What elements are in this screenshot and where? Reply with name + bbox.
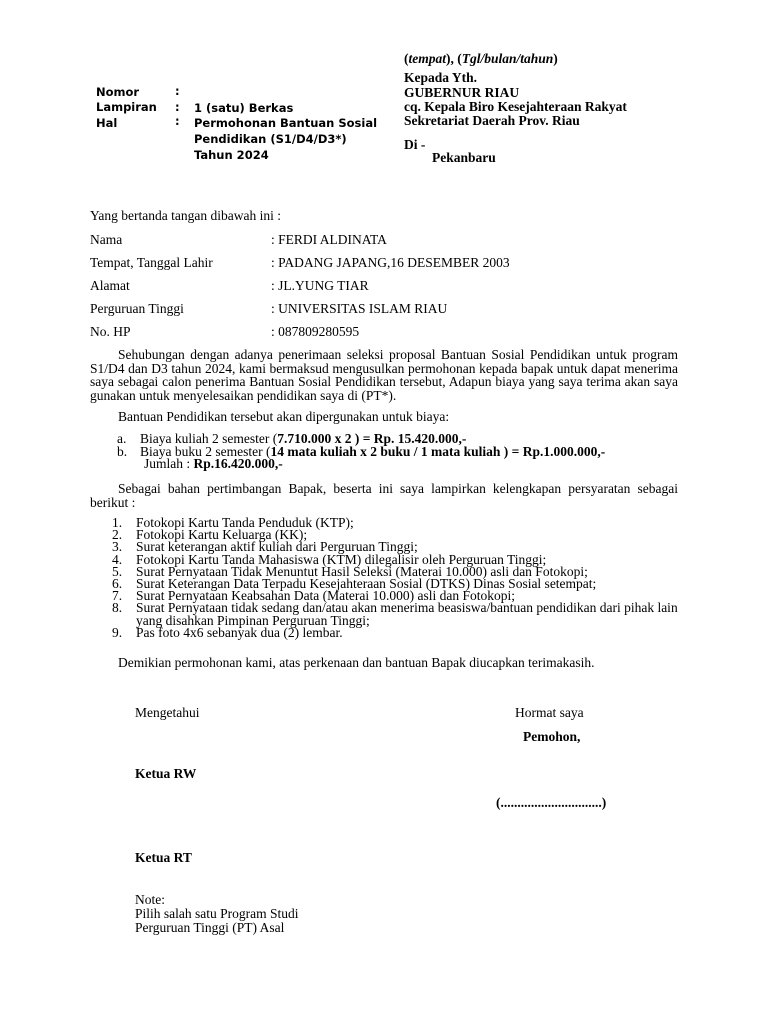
list-text: Pas foto 4x6 sebanyak dua (2) lembar. [136, 624, 343, 640]
identity-label: Nama [90, 232, 123, 247]
body-paragraph-1: Sehubungan dengan adanya penerimaan seleksi proposal Bantuan Sosial Pendidikan untuk program S1/D4 dan D3 tahun 2024, kami bermaksud mengusulkan permohonan kepada bapak untuk dapat menerima saya sebagai calon penerima Bantuan Sosial Pendidikan tersebut, Adapun biaya yang saya terima akan saya gunakan untuk menyelesaikan pendidikan saya di (PT*). [90, 347, 678, 403]
list-text: Surat Pernyataan Tidak Menuntut Hasil Seleksi (Materai 10.000) asli dan Fotokopi; [136, 563, 588, 579]
cost-amount: 14 mata kuliah x 2 buku / 1 mata kuliah ) = Rp.1.000.000,- [270, 443, 606, 459]
list-text: Surat Pernyataan tidak sedang dan/atau akan menerima beasiswa/bantuan pendidikan dari pihak lain yang disahkan Pimpinan Perguruan Tinggi; [136, 600, 678, 628]
recipient-line-2: GUBERNUR RIAU [404, 85, 520, 100]
identity-value: : PADANG JAPANG,16 DESEMBER 2003 [271, 255, 510, 270]
hormat-label: Hormat saya [515, 705, 584, 720]
date-placeholder: Tgl/bulan/tahun [461, 51, 554, 66]
ketua-rt-label: Ketua RT [135, 850, 192, 865]
list-number: 7. [112, 588, 123, 604]
list-number: 4. [112, 551, 123, 567]
list-number: 5. [112, 563, 123, 579]
paren-open: ( [404, 51, 409, 66]
list-item [90, 624, 690, 640]
note-line-2: Perguruan Tinggi (PT) Asal [135, 920, 285, 935]
identity-value: : JL.YUNG TIAR [271, 278, 369, 293]
mengetahui-label: Mengetahui [135, 705, 200, 720]
signature-name-blank: (..............................) [496, 795, 607, 810]
lampiran-colon: : [175, 100, 180, 114]
identity-label: No. HP [90, 324, 131, 339]
requirements-list [90, 517, 690, 639]
list-text: Fotokopi Kartu Tanda Penduduk (KTP); [136, 515, 354, 530]
identity-label: Tempat, Tanggal Lahir [90, 255, 213, 270]
recipient-line-4: Sekretariat Daerah Prov. Riau [404, 113, 580, 128]
hal-label: Hal [96, 116, 118, 130]
recipient-line-1: Kepada Yth. [404, 70, 478, 85]
cost-marker: b. [117, 443, 128, 459]
recipient-line-3: cq. Kepala Biro Kesejahteraan Rakyat [404, 99, 627, 114]
list-number: 2. [112, 527, 123, 543]
identity-label: Perguruan Tinggi [90, 301, 184, 316]
list-text: Surat keterangan aktif kuliah dari Perguruan Tinggi; [136, 539, 418, 555]
nomor-colon: : [175, 84, 180, 98]
identity-value: : 087809280595 [271, 324, 360, 339]
cost-total [90, 458, 605, 471]
list-item [90, 602, 690, 626]
ketua-rw-label: Ketua RW [135, 766, 197, 781]
nomor-label: Nomor [96, 85, 140, 99]
cost-list [90, 433, 605, 471]
closing-paragraph: Demikian permohonan kami, atas perkenaan dan bantuan Bapak diucapkan terimakasih. [118, 655, 595, 670]
cost-text: Biaya kuliah 2 semester ( [140, 431, 278, 446]
list-number: 1. [112, 515, 123, 530]
identity-value: : UNIVERSITAS ISLAM RIAU [271, 301, 448, 316]
paren-close: ) [553, 51, 558, 66]
recipient-line-6: Pekanbaru [432, 150, 496, 165]
cost-text: Biaya buku 2 semester ( [140, 443, 271, 459]
place-placeholder: tempat [408, 51, 446, 66]
note-title: Note: [135, 892, 165, 907]
lampiran-label: Lampiran [96, 100, 157, 114]
list-number: 8. [112, 600, 123, 616]
cost-total-amount: Rp.16.420.000,- [193, 456, 283, 471]
list-number: 6. [112, 576, 123, 592]
list-number: 9. [112, 624, 123, 640]
list-number: 3. [112, 539, 123, 555]
cost-amount: 7.710.000 x 2 ) = Rp. 15.420.000,- [277, 431, 467, 446]
hal-colon: : [175, 114, 180, 128]
list-text: Fotokopi Kartu Tanda Mahasiswa (KTM) dilegalisir oleh Perguruan Tinggi; [136, 551, 547, 567]
cost-marker: a. [117, 431, 127, 446]
list-text: Fotokopi Kartu Keluarga (KK); [136, 527, 308, 543]
identity-label: Alamat [90, 278, 130, 293]
body-paragraph-2: Bantuan Pendidikan tersebut akan dipergunakan untuk biaya: [118, 409, 450, 424]
list-text: Surat Pernyataan Keabsahan Data (Materai 10.000) asli dan Fotokopi; [136, 588, 516, 604]
lampiran-value: 1 (satu) Berkas [194, 101, 294, 115]
identity-value: : FERDI ALDINATA [271, 232, 387, 247]
paren-sep: ), ( [446, 51, 462, 66]
intro-text: Yang bertanda tangan dibawah ini : [90, 208, 281, 223]
body-paragraph-3: Sebagai bahan pertimbangan Bapak, beserta ini saya lampirkan kelengkapan persyaratan sebagai berikut : [90, 481, 678, 510]
hal-value: Permohonan Bantuan Sosial Pendidikan (S1/D4/D3*) Tahun 2024 [194, 116, 378, 162]
place-date-line [404, 51, 558, 67]
list-text: Surat Keterangan Data Terpadu Kesejahteraan Sosial (DTKS) Dinas Sosial setempat; [136, 576, 597, 592]
recipient-line-5: Di - [404, 137, 426, 152]
pemohon-label: Pemohon, [523, 729, 581, 744]
cost-total-label: Jumlah : [144, 456, 194, 471]
note-line-1: Pilih salah satu Program Studi [135, 906, 299, 921]
